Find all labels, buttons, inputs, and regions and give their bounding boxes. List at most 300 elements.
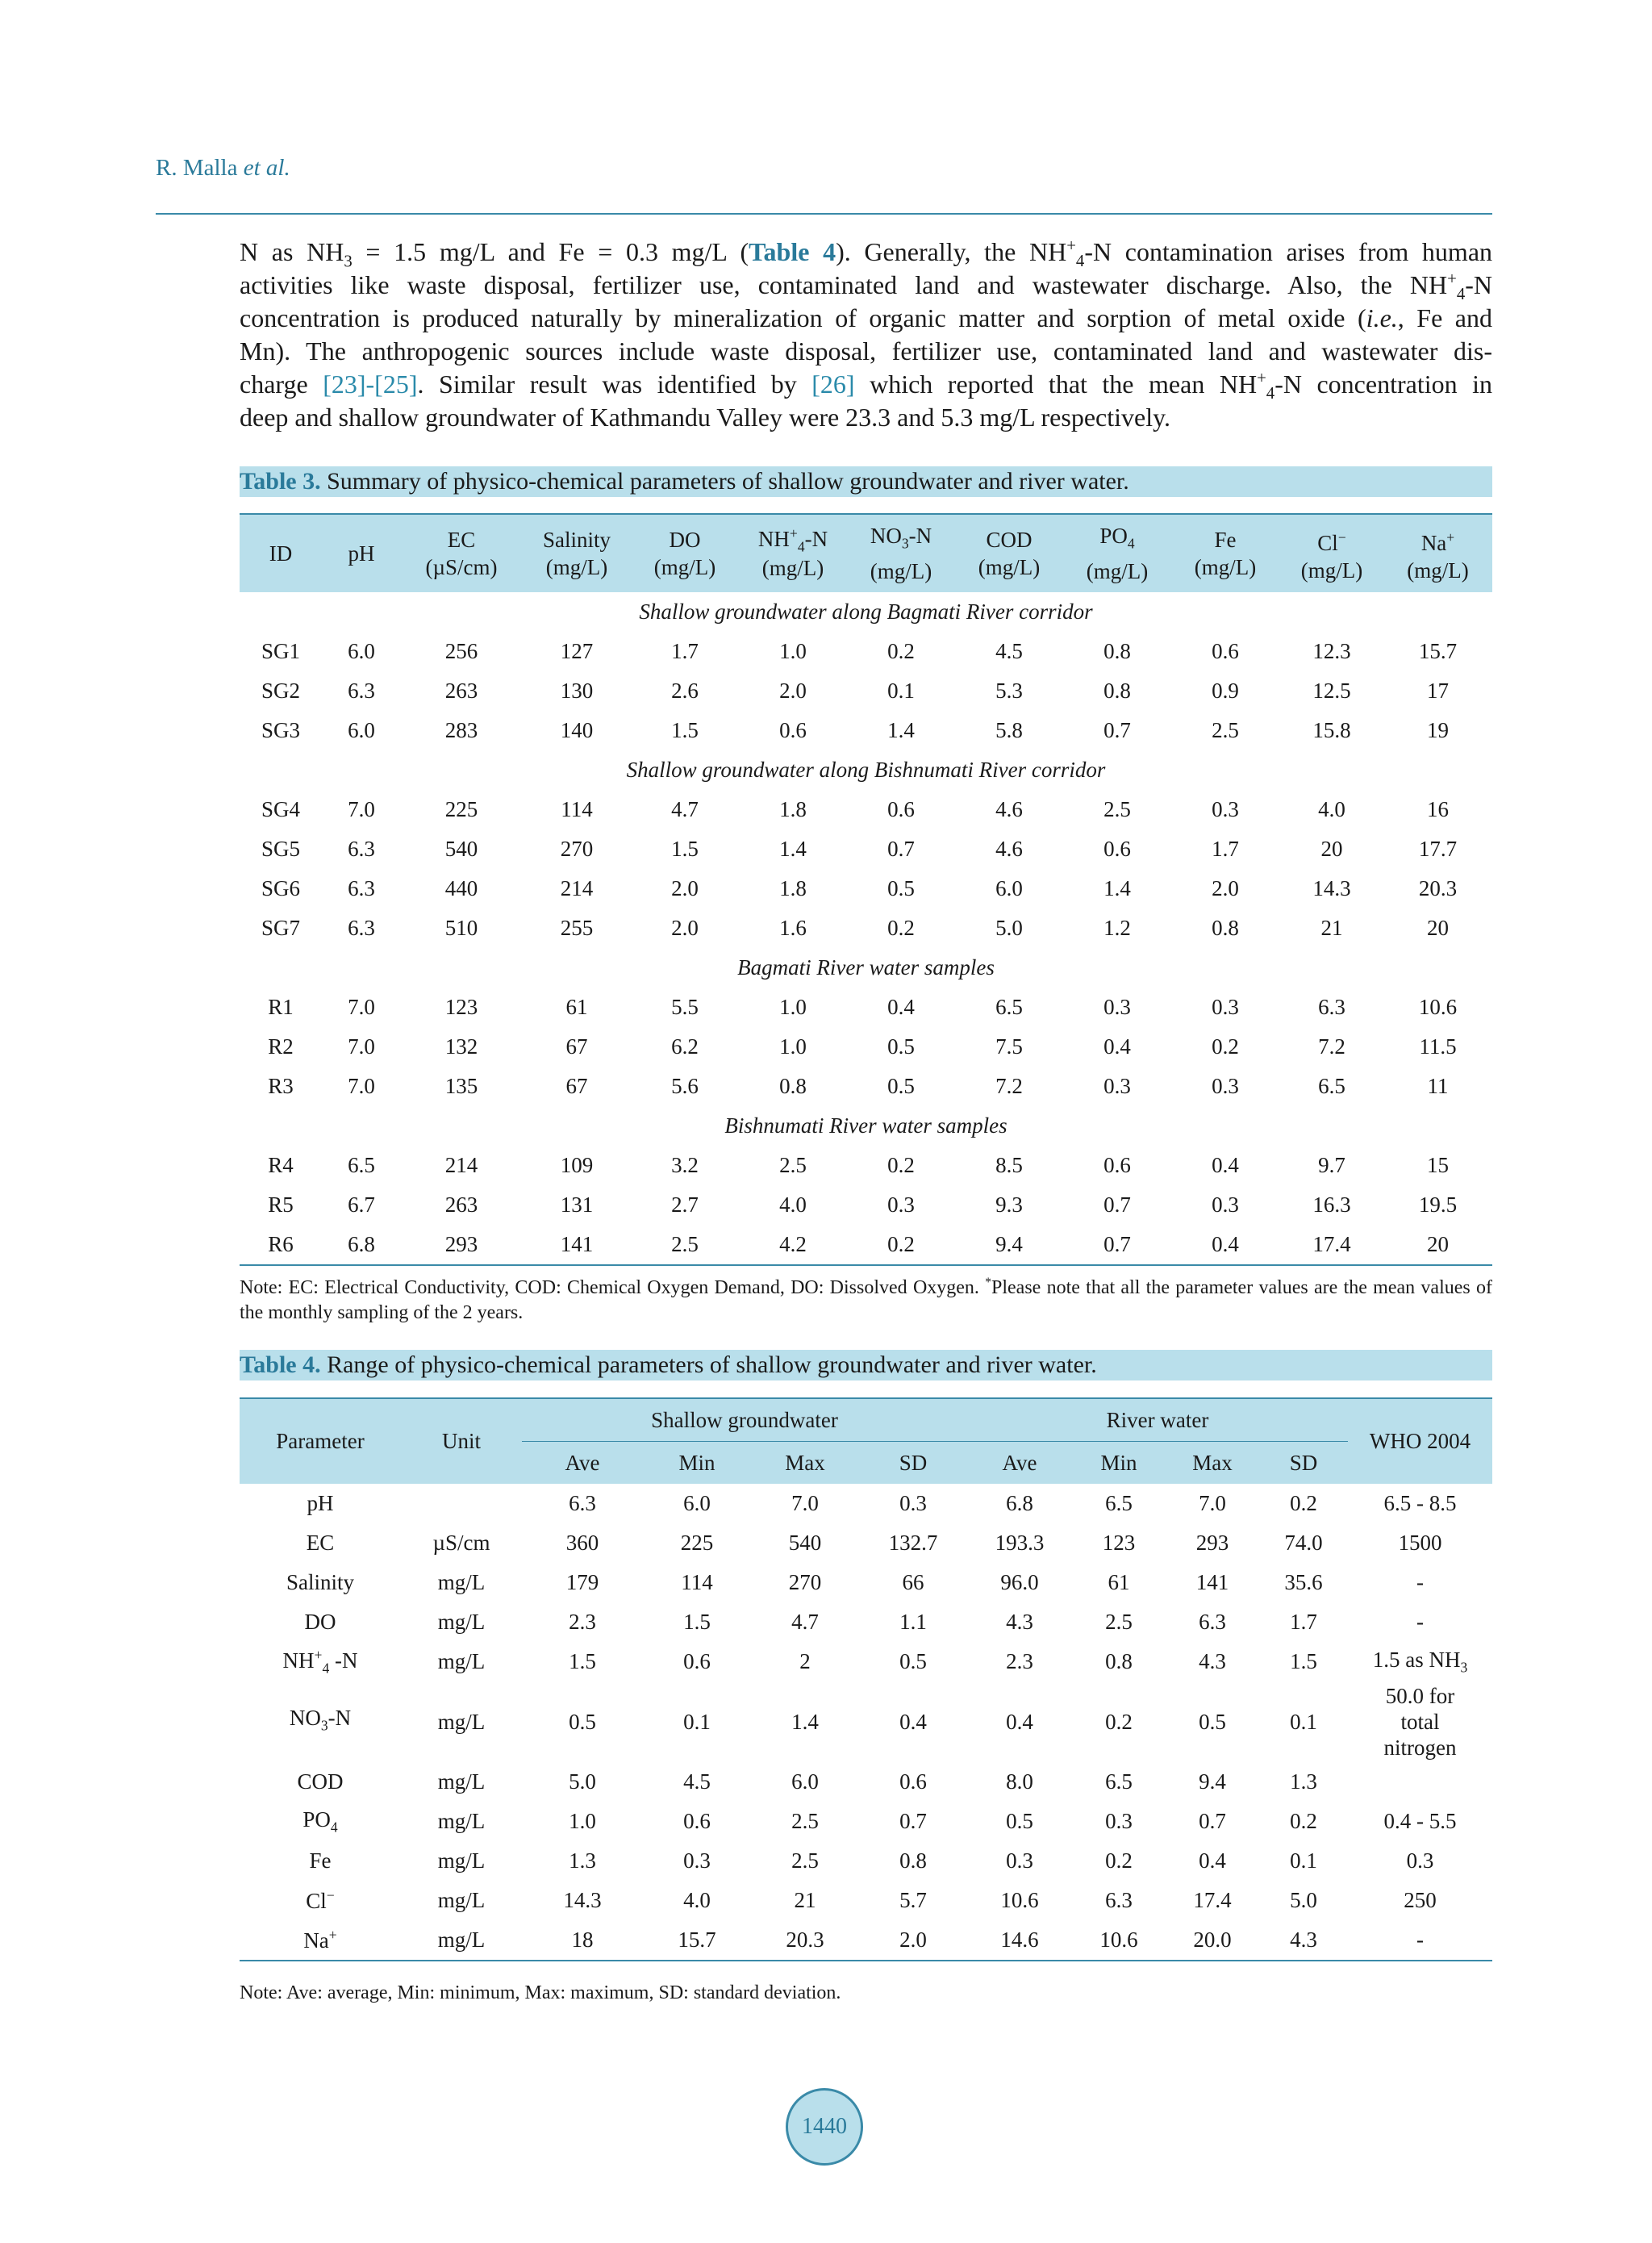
table-row — [240, 1484, 1492, 1523]
table-4-link[interactable]: Table 4 — [749, 237, 836, 266]
table-cell: 2.5 — [791, 1848, 819, 1873]
running-header — [156, 155, 290, 182]
table-cell: SG5 — [261, 837, 300, 861]
table-row — [240, 1523, 1492, 1563]
col-na: Na+ (mg/L) — [1383, 514, 1492, 592]
table-cell: 0.6 — [1103, 837, 1131, 861]
table-cell: 0.3 — [1212, 1193, 1239, 1217]
table-cell: 6.5 — [348, 1153, 375, 1177]
col-cl: Cl− (mg/L) — [1280, 514, 1383, 592]
unit-cell: mg/L — [437, 1649, 486, 1673]
table-cell: 114 — [681, 1570, 713, 1594]
table-cell: 2.5 — [1212, 718, 1239, 742]
paragraph-line-4: Mn). The anthropogenic sources include waste disposal, fertilizer use, contaminated land and wastewater dis- — [240, 336, 1492, 365]
table-cell: 1.4 — [791, 1710, 819, 1734]
table-cell: 6.5 — [1105, 1769, 1133, 1794]
table-row — [240, 1642, 1492, 1681]
table-cell: 293 — [401, 1225, 522, 1265]
table-cell: 440 — [444, 876, 478, 900]
col-group-river: River water — [967, 1398, 1348, 1442]
table-cell: 0.5 — [887, 876, 915, 900]
table-3-header-row — [240, 514, 1492, 592]
table-cell: 6.0 — [791, 1769, 819, 1794]
table-cell: 6.8 — [322, 1225, 401, 1265]
table-cell: 20 — [1383, 1225, 1492, 1265]
table-cell: 1.2 — [1103, 916, 1131, 940]
table-4-label: Table 4. — [240, 1351, 321, 1378]
col-group-shallow: Shallow groundwater — [522, 1398, 967, 1442]
table-cell: 4.3 — [1006, 1610, 1033, 1634]
table-cell: 15.7 — [1418, 639, 1458, 663]
table-cell: 6.0 — [348, 639, 375, 663]
unit-cell: mg/L — [437, 1570, 486, 1594]
table-cell: 0.2 — [1290, 1491, 1317, 1515]
table-cell: 270 — [560, 837, 594, 861]
col-river-sd: SD — [1259, 1442, 1348, 1485]
table-cell: 4.2 — [738, 1225, 848, 1265]
table-cell: 20 — [1427, 916, 1449, 940]
table-cell: 0.7 — [1199, 1809, 1226, 1833]
table-cell: 19.5 — [1418, 1193, 1458, 1217]
table-cell: 0.1 — [683, 1710, 711, 1734]
parameter-cell: EC — [306, 1531, 335, 1555]
unit-cell: µS/cm — [432, 1531, 490, 1555]
col-nh4: $NH^+_4-N$ (mg/L) — [738, 514, 848, 592]
table-cell: 0.4 — [899, 1710, 927, 1734]
table-cell: 109 — [560, 1153, 594, 1177]
table-cell: 0.3 — [1105, 1809, 1133, 1833]
table-cell: 0.4 — [1199, 1848, 1226, 1873]
table-cell: 17.7 — [1418, 837, 1458, 861]
table-cell: 6.3 — [348, 837, 375, 861]
table-cell: 0.3 — [1212, 1074, 1239, 1098]
table-cell: 8.0 — [1006, 1769, 1033, 1794]
table-cell: 0.4 — [1006, 1710, 1033, 1734]
table-cell: 283 — [444, 718, 478, 742]
table-cell: 35.6 — [1284, 1570, 1323, 1594]
unit-cell: mg/L — [437, 1809, 486, 1833]
paragraph-line-1: N as $NH_3 = 1.5$ mg/L and Fe = 0.3 mg/L (Table 4). Generally, the $NH^+_4-N$ contamination arises from human — [240, 236, 1493, 271]
who-cell: 0.3 — [1406, 1848, 1434, 1873]
who-cell: - — [1416, 1570, 1424, 1594]
parameter-cell: $NH^+_4$ -N — [282, 1646, 358, 1676]
table-cell: 9.4 — [1199, 1769, 1226, 1794]
table-cell: 6.5 — [1318, 1074, 1345, 1098]
who-cell: 6.5 - 8.5 — [1383, 1491, 1457, 1515]
table-3-group-row — [240, 948, 1492, 988]
table-cell: 1.6 — [779, 916, 807, 940]
col-parameter: Parameter — [240, 1398, 401, 1484]
table-cell: 9.4 — [954, 1225, 1064, 1265]
table-cell: 1.5 — [569, 1649, 596, 1673]
table-cell: 0.6 — [1103, 1153, 1131, 1177]
table-cell: 2.3 — [1006, 1649, 1033, 1673]
table-cell: 0.1 — [1290, 1848, 1317, 1873]
table-cell: 7.5 — [995, 1034, 1023, 1059]
table-cell: 1.5 — [671, 837, 699, 861]
table-cell: 360 — [565, 1531, 599, 1555]
group-label: Shallow groundwater along Bishnumati River corridor — [626, 758, 1106, 782]
table-row — [240, 1067, 1492, 1106]
table-cell: 17.4 — [1280, 1225, 1383, 1265]
who-cell — [1348, 1762, 1492, 1802]
table-cell: 1.0 — [779, 995, 807, 1019]
table-cell: 12.5 — [1312, 679, 1351, 703]
table-4 — [240, 1397, 1492, 1961]
table-row — [240, 908, 1492, 948]
table-cell: 14.6 — [967, 1920, 1072, 1961]
table-cell: 0.2 — [848, 1225, 954, 1265]
table-row — [240, 1920, 1492, 1961]
table-cell: 16 — [1427, 797, 1449, 821]
table-4-caption — [240, 1350, 1492, 1380]
table-3-group-row — [240, 750, 1492, 790]
table-row — [240, 869, 1492, 908]
table-cell: 0.3 — [1103, 1074, 1131, 1098]
table-cell: 0.2 — [1105, 1710, 1133, 1734]
table-cell: 4.5 — [995, 639, 1023, 663]
table-cell: 0.6 — [887, 797, 915, 821]
table-row — [240, 829, 1492, 869]
page-number: 1440 — [786, 2088, 863, 2166]
table-cell: 0.6 — [899, 1769, 927, 1794]
table-cell: 6.5 — [995, 995, 1023, 1019]
table-cell: 0.4 — [1212, 1153, 1239, 1177]
table-cell: 1.1 — [899, 1610, 927, 1634]
table-row — [240, 1225, 1492, 1265]
table-row — [240, 632, 1492, 671]
table-cell: 4.5 — [683, 1769, 711, 1794]
table-cell: 12.3 — [1312, 639, 1351, 663]
table-cell: 6.3 — [348, 916, 375, 940]
table-cell: R4 — [268, 1153, 294, 1177]
table-cell: 1.0 — [779, 639, 807, 663]
table-row — [240, 1881, 1492, 1920]
table-cell: 123 — [1102, 1531, 1136, 1555]
table-cell: 510 — [444, 916, 478, 940]
table-cell: 15 — [1427, 1153, 1449, 1177]
col-no3: $NO_3-N$ (mg/L) — [848, 514, 954, 592]
table-row — [240, 1681, 1492, 1762]
table-cell: 263 — [444, 1193, 478, 1217]
unit-cell: mg/L — [437, 1610, 486, 1634]
table-cell: 5.7 — [899, 1888, 927, 1912]
table-cell: 0.5 — [887, 1074, 915, 1098]
table-cell: 1.5 — [671, 718, 699, 742]
table-cell: 6.8 — [1006, 1491, 1033, 1515]
parameter-cell: $NO_3-N$ — [289, 1706, 352, 1734]
table-cell: 123 — [444, 995, 478, 1019]
table-cell: 8.5 — [995, 1153, 1023, 1177]
table-cell: 293 — [1195, 1531, 1229, 1555]
table-cell: 179 — [565, 1570, 599, 1594]
table-cell: 7.0 — [791, 1491, 819, 1515]
table-3-group-row — [240, 592, 1492, 632]
table-cell: 0.8 — [1105, 1649, 1133, 1673]
table-cell: 2.0 — [1212, 876, 1239, 900]
table-cell: 2.3 — [569, 1610, 596, 1634]
paragraph-line-6: deep and shallow groundwater of Kathmandu Valley were 23.3 and 5.3 mg/L respectively. — [240, 403, 1171, 432]
col-shallow-ave: Ave — [522, 1442, 643, 1485]
table-cell: 0.2 — [887, 1153, 915, 1177]
table-cell: 0.6 — [683, 1649, 711, 1673]
table-cell: 0.7 — [1103, 718, 1131, 742]
table-cell: 0.4 — [1170, 1225, 1280, 1265]
who-cell: 0.4 - 5.5 — [1383, 1809, 1457, 1833]
table-cell: 21 — [1320, 916, 1343, 940]
table-cell: 0.7 — [1103, 1193, 1131, 1217]
table-cell: 4.6 — [995, 837, 1023, 861]
table-cell: 1.8 — [779, 876, 807, 900]
who-cell: - — [1348, 1920, 1492, 1961]
table-row — [240, 1762, 1492, 1802]
table-row — [240, 1146, 1492, 1185]
col-who: WHO 2004 — [1348, 1398, 1492, 1484]
citation-26[interactable]: [26] — [811, 370, 855, 399]
col-shallow-max: Max — [751, 1442, 859, 1485]
table-cell: 130 — [560, 679, 594, 703]
table-cell: 214 — [560, 876, 594, 900]
table-cell: 5.0 — [995, 916, 1023, 940]
table-cell: 540 — [444, 837, 478, 861]
table-cell: 20.3 — [1418, 876, 1458, 900]
table-cell: 6.0 — [683, 1491, 711, 1515]
table-cell: 5.5 — [671, 995, 699, 1019]
parameter-cell: COD — [297, 1769, 344, 1794]
parameter-cell: Salinity — [286, 1570, 354, 1594]
table-cell: 256 — [444, 639, 478, 663]
table-cell: 7.0 — [348, 1034, 375, 1059]
col-do: DO (mg/L) — [632, 514, 738, 592]
table-3-group-row — [240, 1106, 1492, 1146]
table-cell: 0.5 — [899, 1649, 927, 1673]
table-cell: 0.2 — [1105, 1848, 1133, 1873]
table-cell: 20.0 — [1166, 1920, 1259, 1961]
parameter-cell: pH — [307, 1491, 334, 1515]
table-cell: 0.3 — [1212, 995, 1239, 1019]
table-cell: 2.0 — [779, 679, 807, 703]
table-cell: 0.3 — [683, 1848, 711, 1873]
table-cell: 141 — [1195, 1570, 1229, 1594]
parameter-cell: Fe — [309, 1848, 332, 1873]
table-cell: 0.3 — [1212, 797, 1239, 821]
table-cell: 2.6 — [671, 679, 699, 703]
who-cell: 1500 — [1398, 1531, 1442, 1555]
table-cell: 6.2 — [671, 1034, 699, 1059]
table-row — [240, 1841, 1492, 1881]
body-paragraph — [240, 236, 1492, 434]
table-cell: 5.6 — [671, 1074, 699, 1098]
table-cell: 6.0 — [995, 876, 1023, 900]
who-cell: 1.5 as $NH_3$ — [1372, 1647, 1468, 1676]
table-cell: 4.3 — [1199, 1649, 1226, 1673]
table-cell: 6.3 — [348, 876, 375, 900]
table-cell: 1.3 — [569, 1848, 596, 1873]
table-cell: 1.3 — [1290, 1769, 1317, 1794]
table-cell: 225 — [680, 1531, 714, 1555]
table-cell: 0.7 — [899, 1809, 927, 1833]
table-cell: 1.5 — [1290, 1649, 1317, 1673]
table-cell: 6.3 — [348, 679, 375, 703]
table-cell: R6 — [240, 1225, 322, 1265]
table-row — [240, 1802, 1492, 1841]
group-label: Bagmati River water samples — [737, 955, 995, 979]
table-cell: 2.5 — [791, 1809, 819, 1833]
table-cell: 2.5 — [1103, 797, 1131, 821]
table-cell: 0.8 — [1103, 679, 1131, 703]
table-cell: 1.7 — [1212, 837, 1239, 861]
unit-cell: mg/L — [401, 1920, 522, 1961]
parameter-cell: Na+ — [240, 1920, 401, 1961]
table-cell: 193.3 — [995, 1531, 1045, 1555]
table-cell: SG1 — [261, 639, 300, 663]
parameter-cell: DO — [304, 1610, 336, 1634]
table-row — [240, 988, 1492, 1027]
col-shallow-sd: SD — [859, 1442, 967, 1485]
table-row — [240, 1185, 1492, 1225]
table-cell: R1 — [268, 995, 294, 1019]
table-cell: 0.5 — [1199, 1710, 1226, 1734]
table-cell: 132.7 — [888, 1531, 938, 1555]
table-cell: 16.3 — [1312, 1193, 1351, 1217]
table-cell: 0.8 — [779, 1074, 807, 1098]
table-cell: 0.3 — [1103, 995, 1131, 1019]
unit-cell: mg/L — [437, 1848, 486, 1873]
table-cell: 6.3 — [1318, 995, 1345, 1019]
group-label: Bishnumati River water samples — [724, 1113, 1007, 1138]
paragraph-line-3: concentration is produced naturally by mineralization of organic matter and sorption of metal oxide (i.e., Fe and — [240, 303, 1493, 332]
table-cell: 17.4 — [1193, 1888, 1232, 1912]
table-cell: 0.2 — [1290, 1809, 1317, 1833]
table-cell: 1.7 — [1290, 1610, 1317, 1634]
table-cell: 7.2 — [1318, 1034, 1345, 1059]
unit-cell — [401, 1484, 522, 1523]
table-cell: 0.6 — [779, 718, 807, 742]
table-cell: 5.0 — [569, 1769, 596, 1794]
parameter-cell: $PO_4$ — [302, 1807, 338, 1836]
citation-23[interactable]: [23] — [323, 370, 366, 399]
table-cell: 1.0 — [779, 1034, 807, 1059]
who-cell: 50.0 for total nitrogen — [1383, 1684, 1457, 1760]
table-cell: 6.0 — [348, 718, 375, 742]
table-cell: 214 — [444, 1153, 478, 1177]
table-cell: 96.0 — [1000, 1570, 1039, 1594]
table-3-body — [240, 592, 1492, 1265]
table-cell: 0.6 — [683, 1809, 711, 1833]
table-row — [240, 711, 1492, 750]
who-cell: 250 — [1404, 1888, 1437, 1912]
paragraph-line-5: charge [23]-[25]. Similar result was identified by [26] which reported that the mean $NH^+_4-N$ concentration in — [240, 369, 1493, 403]
table-cell: 0.7 — [887, 837, 915, 861]
table-cell: 7.0 — [1199, 1491, 1226, 1515]
table-cell: 7.0 — [348, 995, 375, 1019]
table-cell: 540 — [788, 1531, 822, 1555]
group-label: Shallow groundwater along Bagmati River corridor — [639, 599, 1093, 624]
table-cell: 19 — [1427, 718, 1449, 742]
col-ph: pH — [322, 514, 401, 592]
col-id: ID — [240, 514, 322, 592]
unit-cell: mg/L — [437, 1710, 486, 1734]
table-cell: 7.0 — [348, 797, 375, 821]
table-3-caption — [240, 466, 1492, 497]
header-author: R. Malla — [156, 155, 238, 181]
table-cell: R5 — [268, 1193, 294, 1217]
table-cell: 15.8 — [1312, 718, 1351, 742]
col-shallow-min: Min — [643, 1442, 751, 1485]
table-cell: 135 — [444, 1074, 478, 1098]
table-cell: 225 — [444, 797, 478, 821]
table-cell: 114 — [561, 797, 593, 821]
table-cell: SG2 — [261, 679, 300, 703]
table-cell: 20.3 — [751, 1920, 859, 1961]
table-4-note: Note: Ave: average, Min: minimum, Max: maximum, SD: standard deviation. — [240, 1982, 841, 2003]
table-cell: 2 — [799, 1649, 811, 1673]
table-cell: 7.0 — [348, 1074, 375, 1098]
table-cell: 67 — [565, 1034, 588, 1059]
table-cell: SG4 — [261, 797, 300, 821]
table-cell: 132 — [444, 1034, 478, 1059]
table-cell: 2.7 — [671, 1193, 699, 1217]
table-cell: 66 — [902, 1570, 924, 1594]
table-cell: 4.0 — [683, 1888, 711, 1912]
table-cell: 6.3 — [569, 1491, 596, 1515]
table-cell: 20 — [1320, 837, 1343, 861]
table-cell: 1.5 — [683, 1610, 711, 1634]
table-cell: 10.6 — [1418, 995, 1458, 1019]
col-unit: Unit — [401, 1398, 522, 1484]
table-cell: 0.3 — [887, 1193, 915, 1217]
table-cell: 6.5 — [1105, 1491, 1133, 1515]
table-cell: 21 — [794, 1888, 816, 1912]
table-row — [240, 671, 1492, 711]
col-river-max: Max — [1166, 1442, 1259, 1485]
table-cell: 2.5 — [632, 1225, 738, 1265]
table-cell: 14.3 — [1312, 876, 1351, 900]
table-cell: 131 — [560, 1193, 594, 1217]
table-cell: 141 — [522, 1225, 632, 1265]
table-cell: 11.5 — [1419, 1034, 1457, 1059]
table-cell: 255 — [560, 916, 594, 940]
table-cell: 4.7 — [791, 1610, 819, 1634]
table-cell: 0.5 — [887, 1034, 915, 1059]
table-3-caption-text: Summary of physico-chemical parameters of shallow groundwater and river water. — [320, 468, 1129, 495]
table-cell: 2.5 — [1105, 1610, 1133, 1634]
table-row — [240, 1027, 1492, 1067]
table-cell: 11 — [1427, 1074, 1449, 1098]
table-cell: 0.6 — [1212, 639, 1239, 663]
col-fe: Fe (mg/L) — [1170, 514, 1280, 592]
table-cell: 0.8 — [899, 1848, 927, 1873]
header-rule — [156, 213, 1492, 215]
unit-cell: mg/L — [437, 1888, 486, 1912]
table-cell: 0.8 — [1212, 916, 1239, 940]
citation-25[interactable]: [25] — [374, 370, 418, 399]
table-cell: 6.3 — [1199, 1610, 1226, 1634]
table-cell: 0.4 — [887, 995, 915, 1019]
table-cell: 9.3 — [995, 1193, 1023, 1217]
table-cell: 3.2 — [671, 1153, 699, 1177]
table-cell: 263 — [444, 679, 478, 703]
table-cell: 0.9 — [1212, 679, 1239, 703]
table-cell: 4.0 — [1318, 797, 1345, 821]
table-4-header-row-1 — [240, 1398, 1492, 1442]
table-cell: 4.7 — [671, 797, 699, 821]
col-po4: $PO_4$ (mg/L) — [1064, 514, 1170, 592]
table-cell: 67 — [565, 1074, 588, 1098]
table-cell: 4.6 — [995, 797, 1023, 821]
table-row — [240, 790, 1492, 829]
table-cell: 61 — [565, 995, 588, 1019]
